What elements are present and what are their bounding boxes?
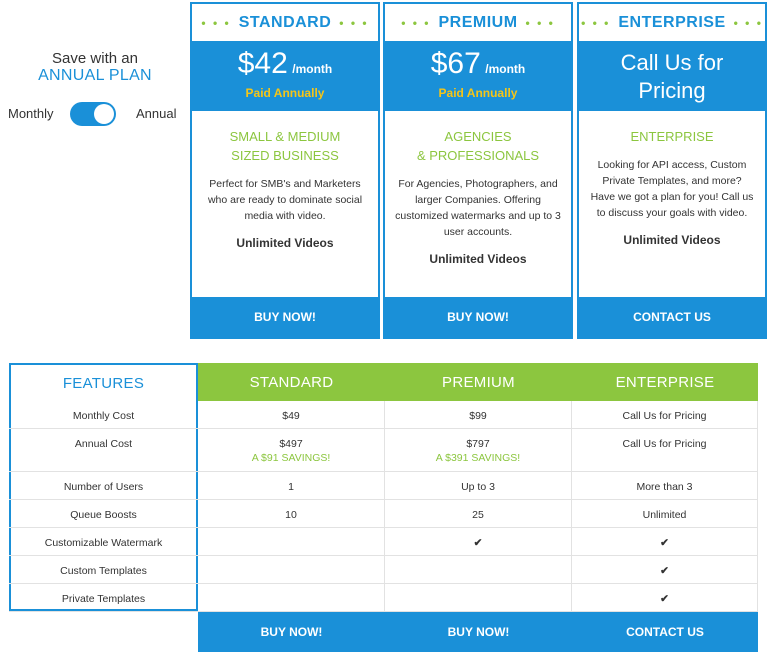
plan-card-enterprise bbox=[577, 2, 767, 339]
billing-period-toggle[interactable] bbox=[70, 102, 116, 126]
toggle-knob bbox=[94, 104, 114, 124]
price-period: /month bbox=[292, 62, 333, 76]
plan-card-standard bbox=[190, 2, 380, 339]
price-amount: $67 bbox=[430, 47, 481, 80]
standard-value: 1 bbox=[198, 472, 385, 499]
plan-name: ENTERPRISE bbox=[618, 13, 726, 31]
card-body bbox=[579, 111, 765, 299]
table-header-standard: STANDARD bbox=[198, 363, 385, 401]
feature-label: Number of Users bbox=[9, 472, 198, 499]
table-row bbox=[9, 429, 758, 472]
annual-cost: $497 bbox=[279, 438, 303, 450]
standard-value bbox=[198, 528, 385, 555]
premium-value bbox=[385, 429, 572, 471]
card-header bbox=[192, 4, 378, 41]
savings-text: A $391 SAVINGS! bbox=[435, 452, 521, 464]
buy-now-button-premium[interactable]: BUY NOW! bbox=[385, 297, 571, 337]
table-buy-now-button-standard[interactable]: BUY NOW! bbox=[198, 612, 385, 652]
standard-value bbox=[198, 429, 385, 471]
plan-name: PREMIUM bbox=[438, 13, 518, 31]
enterprise-pricing-link[interactable]: Call Us for Pricing bbox=[572, 429, 758, 471]
enterprise-value: Unlimited bbox=[572, 500, 758, 527]
audience-line1: AGENCIES bbox=[444, 129, 512, 144]
unlimited-videos: Unlimited Videos bbox=[236, 236, 334, 250]
features-header: FEATURES bbox=[9, 363, 198, 401]
plan-description: For Agencies, Photographers, and larger Companies. Offering customized watermarks and up to 3 user accounts. bbox=[395, 178, 561, 238]
dots-decoration: • • • bbox=[201, 15, 231, 30]
annual-plan-promo bbox=[0, 50, 190, 85]
table-row bbox=[9, 528, 758, 556]
feature-label: Customizable Watermark bbox=[9, 528, 198, 555]
standard-value bbox=[198, 584, 385, 611]
monthly-label[interactable]: Monthly bbox=[8, 106, 54, 121]
dots-decoration: • • • bbox=[733, 15, 763, 30]
premium-value: Up to 3 bbox=[385, 472, 572, 499]
savings-text: A $91 SAVINGS! bbox=[251, 452, 331, 464]
plan-card-premium bbox=[383, 2, 573, 339]
annual-plan-text: ANNUAL PLAN bbox=[38, 67, 152, 84]
price-amount: $42 bbox=[237, 47, 288, 80]
audience-line2: & PROFESSIONALS bbox=[416, 148, 540, 163]
audience-line1: ENTERPRISE bbox=[630, 129, 714, 144]
check-icon: ✔ bbox=[572, 528, 758, 555]
card-header bbox=[579, 4, 765, 41]
annual-cost: $797 bbox=[466, 438, 490, 450]
premium-value: 25 bbox=[385, 500, 572, 527]
call-for-pricing-line2: Pricing bbox=[638, 78, 706, 103]
table-row bbox=[9, 500, 758, 528]
enterprise-value: More than 3 bbox=[572, 472, 758, 499]
table-header-enterprise: ENTERPRISE bbox=[572, 363, 758, 401]
card-header bbox=[385, 4, 571, 41]
dots-decoration: • • • bbox=[401, 15, 431, 30]
call-for-pricing-line1: Call Us for bbox=[620, 50, 724, 75]
premium-value: $99 bbox=[385, 401, 572, 428]
plan-description: Perfect for SMB's and Marketers who are ready to dominate social media with video. bbox=[207, 178, 363, 222]
table-contact-us-button[interactable]: CONTACT US bbox=[572, 612, 758, 652]
standard-value: $49 bbox=[198, 401, 385, 428]
check-icon: ✔ bbox=[572, 556, 758, 583]
audience-line1: SMALL & MEDIUM bbox=[229, 129, 341, 144]
standard-value: 10 bbox=[198, 500, 385, 527]
save-text: Save with an bbox=[52, 50, 138, 67]
feature-label: Annual Cost bbox=[9, 429, 198, 471]
buy-now-button-standard[interactable]: BUY NOW! bbox=[192, 297, 378, 337]
paid-annually-note: Paid Annually bbox=[245, 86, 325, 100]
feature-label: Private Templates bbox=[9, 584, 198, 611]
paid-annually-note: Paid Annually bbox=[438, 86, 518, 100]
enterprise-pricing-link[interactable]: Call Us for Pricing bbox=[572, 401, 758, 428]
table-row bbox=[9, 472, 758, 500]
table-header-premium: PREMIUM bbox=[385, 363, 572, 401]
table-buy-now-button-premium[interactable]: BUY NOW! bbox=[385, 612, 572, 652]
plan-description: Looking for API access, Custom Private Templates, and more? Have we got a plan for you! Call us to discuss your goals with video. bbox=[590, 159, 754, 219]
unlimited-videos: Unlimited Videos bbox=[623, 233, 721, 247]
premium-value bbox=[385, 584, 572, 611]
dots-decoration: • • • bbox=[581, 15, 611, 30]
card-body bbox=[385, 111, 571, 299]
card-body bbox=[192, 111, 378, 299]
audience-line2: SIZED BUSINESS bbox=[231, 148, 339, 163]
annual-label[interactable]: Annual bbox=[136, 106, 177, 121]
price-block bbox=[385, 41, 571, 111]
feature-label: Monthly Cost bbox=[9, 401, 198, 428]
feature-label: Queue Boosts bbox=[9, 500, 198, 527]
table-row bbox=[9, 401, 758, 429]
feature-label: Custom Templates bbox=[9, 556, 198, 583]
table-row bbox=[9, 584, 758, 612]
standard-value bbox=[198, 556, 385, 583]
check-icon: ✔ bbox=[572, 584, 758, 611]
plan-name: STANDARD bbox=[238, 13, 332, 31]
contact-us-button-enterprise[interactable]: CONTACT US bbox=[579, 297, 765, 337]
premium-value bbox=[385, 556, 572, 583]
unlimited-videos: Unlimited Videos bbox=[429, 252, 527, 266]
price-block bbox=[579, 41, 765, 111]
dots-decoration: • • • bbox=[525, 15, 555, 30]
features-table bbox=[9, 401, 758, 612]
dots-decoration: • • • bbox=[339, 15, 369, 30]
price-block bbox=[192, 41, 378, 111]
billing-toggle-row bbox=[0, 102, 190, 126]
price-period: /month bbox=[485, 62, 526, 76]
check-icon: ✔ bbox=[385, 528, 572, 555]
table-row bbox=[9, 556, 758, 584]
